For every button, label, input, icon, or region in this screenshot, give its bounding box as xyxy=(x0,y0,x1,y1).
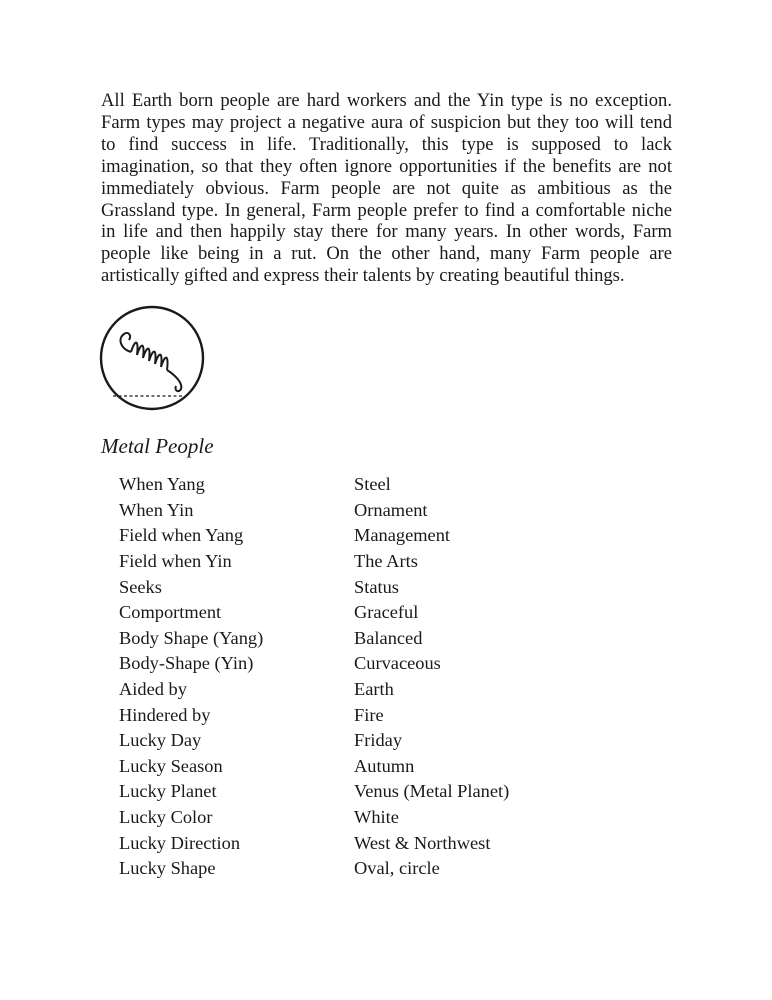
metal-coil-symbol-icon xyxy=(99,305,205,411)
table-row xyxy=(119,498,539,524)
intro-paragraph: All Earth born people are hard workers and the Yin type is no exception. Farm types may project a negative aura of suspicion but they too will tend to find success in life. Traditionally, this type is supposed to lack imagination, so that they often ignore opportunities if the benefits are not immediately obvious. Farm people are not quite as ambitious as the Grassland type. In general, Farm people prefer to find a comfortable niche in life and then happily stay there for many years. In other words, Farm people like being in a rut. On the other hand, many Farm people are artistically gifted and express their talents by creating beautiful things. xyxy=(101,90,672,287)
row-value: Friday xyxy=(354,730,403,751)
row-label: Comportment xyxy=(119,602,222,623)
row-value: Oval, circle xyxy=(354,858,440,879)
table-row xyxy=(119,677,539,703)
row-value: Autumn xyxy=(354,755,415,776)
table-row xyxy=(119,779,539,805)
row-value: Curvaceous xyxy=(354,653,441,674)
row-value: Ornament xyxy=(354,499,428,520)
row-label: Field when Yang xyxy=(119,525,244,546)
row-label: Field when Yin xyxy=(119,551,232,572)
row-label: When Yang xyxy=(119,474,205,495)
table-row xyxy=(119,600,539,626)
row-value: Earth xyxy=(354,679,394,700)
table-row xyxy=(119,472,539,498)
table-row xyxy=(119,574,539,600)
attribute-table xyxy=(119,472,539,882)
row-value: Fire xyxy=(354,704,384,725)
row-value: Steel xyxy=(354,474,391,495)
row-value: Status xyxy=(354,576,399,597)
row-label: Lucky Season xyxy=(119,755,223,776)
row-label: Lucky Color xyxy=(119,807,213,828)
row-value: White xyxy=(354,807,399,828)
row-label: Seeks xyxy=(119,576,162,597)
table-row xyxy=(119,626,539,652)
table-row xyxy=(119,805,539,831)
row-value: Graceful xyxy=(354,602,419,623)
row-value: Venus (Metal Planet) xyxy=(354,781,510,802)
row-label: Lucky Shape xyxy=(119,858,216,879)
table-row xyxy=(119,651,539,677)
section-title: Metal People xyxy=(101,434,214,458)
row-value: West & Northwest xyxy=(354,832,491,853)
table-row xyxy=(119,523,539,549)
table-row xyxy=(119,549,539,575)
row-label: When Yin xyxy=(119,499,194,520)
table-row xyxy=(119,856,539,882)
row-label: Lucky Day xyxy=(119,730,202,751)
table-row xyxy=(119,702,539,728)
row-value: The Arts xyxy=(354,551,418,572)
row-value: Management xyxy=(354,525,451,546)
table-row xyxy=(119,754,539,780)
row-label: Lucky Direction xyxy=(119,832,241,853)
table-row xyxy=(119,728,539,754)
row-label: Hindered by xyxy=(119,704,211,725)
row-label: Body Shape (Yang) xyxy=(119,627,264,648)
row-label: Aided by xyxy=(119,679,187,700)
row-label: Lucky Planet xyxy=(119,781,217,802)
table-row xyxy=(119,830,539,856)
row-label: Body-Shape (Yin) xyxy=(119,653,254,674)
row-value: Balanced xyxy=(354,627,423,648)
